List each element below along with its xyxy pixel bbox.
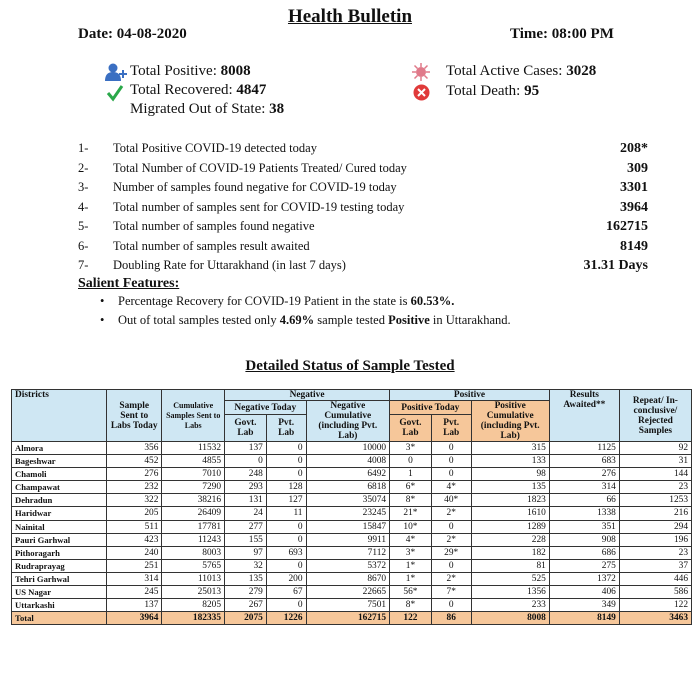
table-cell: 38216: [162, 494, 225, 507]
table-cell: 1372: [549, 572, 619, 585]
table-cell: 56*: [390, 586, 432, 599]
table-cell: 276: [549, 468, 619, 481]
district-name-cell: Pithoragarh: [12, 546, 107, 559]
header-negative-cumulative: Negative Cumulative (including Pvt. Lab): [306, 401, 390, 442]
table-cell: 1*: [390, 559, 432, 572]
table-cell: 423: [107, 533, 162, 546]
numbered-list: [78, 139, 648, 276]
table-cell: 1*: [390, 572, 432, 585]
table-cell: 349: [549, 599, 619, 612]
table-cell: 294: [619, 520, 691, 533]
table-cell: 0: [266, 455, 306, 468]
table-cell: 1823: [471, 494, 549, 507]
table-cell: 3*: [390, 442, 432, 455]
bulletin-time: Time: 08:00 PM: [510, 26, 614, 42]
total-positive: Total Positive: 8008: [130, 63, 251, 79]
table-cell: 1125: [549, 442, 619, 455]
table-cell: 276: [107, 468, 162, 481]
list-item: 2- Total Number of COVID-19 Patients Treated/ Cured today 309: [78, 160, 648, 176]
death-cross-icon: [413, 84, 430, 101]
table-cell: 98: [471, 468, 549, 481]
table-cell: 0: [431, 455, 471, 468]
table-cell: 137: [225, 442, 267, 455]
district-name-cell: Total: [12, 612, 107, 625]
table-cell: 446: [619, 572, 691, 585]
table-cell: 275: [549, 559, 619, 572]
table-row: [12, 442, 692, 455]
list-item: 1- Total Positive COVID-19 detected today 208*: [78, 141, 648, 156]
table-cell: 8670: [306, 572, 390, 585]
total-active: Total Active Cases: 3028: [446, 63, 597, 79]
list-item: 4- Total number of samples sent for COVID-19 testing today 3964: [78, 199, 648, 215]
table-cell: 232: [107, 481, 162, 494]
table-row: [12, 599, 692, 612]
table-cell: 66: [549, 494, 619, 507]
table-cell: 8*: [390, 599, 432, 612]
table-cell: 908: [549, 533, 619, 546]
bulletin-date: Date: 04-08-2020: [78, 26, 187, 42]
table-cell: 155: [225, 533, 267, 546]
table-cell: 245: [107, 586, 162, 599]
table-cell: 17781: [162, 520, 225, 533]
virus-icon: [411, 62, 431, 82]
table-cell: 2*: [431, 572, 471, 585]
table-cell: 23245: [306, 507, 390, 520]
table-cell: 122: [619, 599, 691, 612]
table-cell: 92: [619, 442, 691, 455]
table-cell: 200: [266, 572, 306, 585]
table-cell: 0: [266, 520, 306, 533]
table-cell: 128: [266, 481, 306, 494]
sample-status-table: [11, 389, 692, 625]
table-cell: 228: [471, 533, 549, 546]
bullet-positivity: • Out of total samples tested only 4.69% sample tested Positive in Uttarakhand.: [118, 313, 511, 328]
bulletin-title: Health Bulletin: [287, 6, 413, 27]
table-cell: 196: [619, 533, 691, 546]
header-sent-today: Sample Sent to Labs Today: [107, 390, 162, 442]
header-repeat: Repeat/ In-conclusive/ Rejected Samples: [619, 390, 691, 442]
table-cell: 683: [549, 455, 619, 468]
table-cell: 1610: [471, 507, 549, 520]
header-neg-pvt: Pvt. Lab: [266, 415, 306, 442]
district-name-cell: Uttarkashi: [12, 599, 107, 612]
table-cell: 216: [619, 507, 691, 520]
table-cell: 3964: [107, 612, 162, 625]
header-negative-today: Negative Today: [225, 401, 306, 415]
table-cell: 135: [471, 481, 549, 494]
table-cell: 144: [619, 468, 691, 481]
table-cell: 6*: [390, 481, 432, 494]
salient-heading: Salient Features:: [78, 276, 180, 291]
table-cell: 2*: [431, 533, 471, 546]
district-name-cell: Haridwar: [12, 507, 107, 520]
table-cell: 23: [619, 546, 691, 559]
table-cell: 351: [549, 520, 619, 533]
add-user-icon: [105, 63, 127, 81]
table-row: [12, 572, 692, 585]
table-row: [12, 520, 692, 533]
bullet-recovery: • Percentage Recovery for COVID-19 Patient in the state is 60.53%.: [118, 294, 454, 309]
table-row: [12, 507, 692, 520]
table-cell: 26409: [162, 507, 225, 520]
district-name-cell: Tehri Garhwal: [12, 572, 107, 585]
table-cell: 267: [225, 599, 267, 612]
table-cell: 32: [225, 559, 267, 572]
table-cell: 29*: [431, 546, 471, 559]
table-title: Detailed Status of Sample Tested: [245, 358, 455, 374]
header-neg-govt: Govt. Lab: [225, 415, 267, 442]
table-cell: 21*: [390, 507, 432, 520]
table-cell: 314: [549, 481, 619, 494]
district-name-cell: Bageshwar: [12, 455, 107, 468]
table-cell: 137: [107, 599, 162, 612]
table-cell: 8003: [162, 546, 225, 559]
header-cumulative: Cumulative Samples Sent to Labs: [162, 390, 225, 442]
table-cell: 9911: [306, 533, 390, 546]
table-cell: 135: [225, 572, 267, 585]
table-cell: 11: [266, 507, 306, 520]
table-cell: 1338: [549, 507, 619, 520]
table-cell: 10*: [390, 520, 432, 533]
table-row: [12, 559, 692, 572]
table-cell: 1: [390, 468, 432, 481]
table-cell: 0: [266, 468, 306, 481]
table-cell: 511: [107, 520, 162, 533]
table-cell: 122: [390, 612, 432, 625]
district-name-cell: Champawat: [12, 481, 107, 494]
header-positive-today: Positive Today: [390, 401, 471, 415]
table-cell: 0: [225, 455, 267, 468]
table-cell: 81: [471, 559, 549, 572]
table-cell: 8008: [471, 612, 549, 625]
table-cell: 7*: [431, 586, 471, 599]
table-cell: 8*: [390, 494, 432, 507]
table-cell: 8205: [162, 599, 225, 612]
table-cell: 0: [431, 520, 471, 533]
table-cell: 35074: [306, 494, 390, 507]
table-cell: 322: [107, 494, 162, 507]
district-name-cell: Pauri Garhwal: [12, 533, 107, 546]
table-cell: 452: [107, 455, 162, 468]
table-cell: 251: [107, 559, 162, 572]
table-cell: 248: [225, 468, 267, 481]
table-cell: 1226: [266, 612, 306, 625]
table-cell: 182335: [162, 612, 225, 625]
header-positive-cumulative: Positive Cumulative (including Pvt. Lab): [471, 401, 549, 442]
district-name-cell: Almora: [12, 442, 107, 455]
district-name-cell: Rudraprayag: [12, 559, 107, 572]
table-cell: 11013: [162, 572, 225, 585]
header-pos-pvt: Pvt. Lab: [431, 415, 471, 442]
table-cell: 586: [619, 586, 691, 599]
table-cell: 277: [225, 520, 267, 533]
total-recovered: Total Recovered: 4847: [130, 82, 267, 98]
table-cell: 133: [471, 455, 549, 468]
table-cell: 67: [266, 586, 306, 599]
table-cell: 182: [471, 546, 549, 559]
table-cell: 0: [266, 559, 306, 572]
table-cell: 686: [549, 546, 619, 559]
table-cell: 7112: [306, 546, 390, 559]
table-cell: 15847: [306, 520, 390, 533]
table-cell: 240: [107, 546, 162, 559]
list-item: 7- Doubling Rate for Uttarakhand (in last 7 days) 31.31 Days: [78, 258, 648, 273]
list-item: 6- Total number of samples result awaited 8149: [78, 238, 648, 254]
table-cell: 5765: [162, 559, 225, 572]
table-row: [12, 455, 692, 468]
table-cell: 4855: [162, 455, 225, 468]
table-cell: 40*: [431, 494, 471, 507]
table-cell: 233: [471, 599, 549, 612]
table-cell: 8149: [549, 612, 619, 625]
table-cell: 0: [431, 559, 471, 572]
table-cell: 279: [225, 586, 267, 599]
table-cell: 7010: [162, 468, 225, 481]
table-cell: 25013: [162, 586, 225, 599]
district-name-cell: Nainital: [12, 520, 107, 533]
table-row: [12, 546, 692, 559]
table-cell: 24: [225, 507, 267, 520]
header-pos-govt: Govt. Lab: [390, 415, 432, 442]
table-cell: 0: [266, 442, 306, 455]
table-cell: 3463: [619, 612, 691, 625]
table-cell: 23: [619, 481, 691, 494]
table-cell: 5372: [306, 559, 390, 572]
table-cell: 127: [266, 494, 306, 507]
table-cell: 315: [471, 442, 549, 455]
table-cell: 11532: [162, 442, 225, 455]
table-row: [12, 533, 692, 546]
table-cell: 131: [225, 494, 267, 507]
header-negative: Negative: [225, 390, 390, 401]
district-name-cell: Dehradun: [12, 494, 107, 507]
table-row: [12, 481, 692, 494]
table-cell: 693: [266, 546, 306, 559]
table-cell: 86: [431, 612, 471, 625]
table-cell: 4*: [390, 533, 432, 546]
table-cell: 1253: [619, 494, 691, 507]
table-cell: 4008: [306, 455, 390, 468]
table-cell: 10000: [306, 442, 390, 455]
table-cell: 6492: [306, 468, 390, 481]
table-cell: 162715: [306, 612, 390, 625]
total-death: Total Death: 95: [446, 83, 540, 99]
table-row: [12, 586, 692, 599]
table-cell: 356: [107, 442, 162, 455]
table-cell: 6818: [306, 481, 390, 494]
table-cell: 406: [549, 586, 619, 599]
table-cell: 2*: [431, 507, 471, 520]
table-cell: 0: [266, 533, 306, 546]
migrated-out: Migrated Out of State: 38: [130, 101, 285, 117]
district-name-cell: US Nagar: [12, 586, 107, 599]
district-name-cell: Chamoli: [12, 468, 107, 481]
table-cell: 0: [390, 455, 432, 468]
table-cell: 2075: [225, 612, 267, 625]
table-cell: 7501: [306, 599, 390, 612]
table-cell: 314: [107, 572, 162, 585]
table-cell: 22665: [306, 586, 390, 599]
table-row: [12, 494, 692, 507]
header-districts: Districts: [12, 390, 107, 442]
table-cell: 97: [225, 546, 267, 559]
table-total-row: [12, 612, 692, 625]
table-cell: 11243: [162, 533, 225, 546]
list-item: 5- Total number of samples found negative 162715: [78, 219, 648, 234]
table-cell: 293: [225, 481, 267, 494]
table-cell: 0: [431, 442, 471, 455]
list-item: 3- Number of samples found negative for COVID-19 today 3301: [78, 180, 648, 195]
header-awaited: Results Awaited**: [549, 390, 619, 442]
table-cell: 3*: [390, 546, 432, 559]
table-cell: 0: [431, 468, 471, 481]
table-cell: 525: [471, 572, 549, 585]
table-cell: 205: [107, 507, 162, 520]
checkmark-icon: [106, 84, 124, 102]
header-positive: Positive: [390, 390, 550, 401]
table-cell: 7290: [162, 481, 225, 494]
table-cell: 0: [431, 599, 471, 612]
table-cell: 37: [619, 559, 691, 572]
table-body: [12, 442, 692, 625]
table-cell: 1356: [471, 586, 549, 599]
table-cell: 4*: [431, 481, 471, 494]
table-cell: 0: [266, 599, 306, 612]
table-cell: 31: [619, 455, 691, 468]
table-cell: 1289: [471, 520, 549, 533]
table-row: [12, 468, 692, 481]
